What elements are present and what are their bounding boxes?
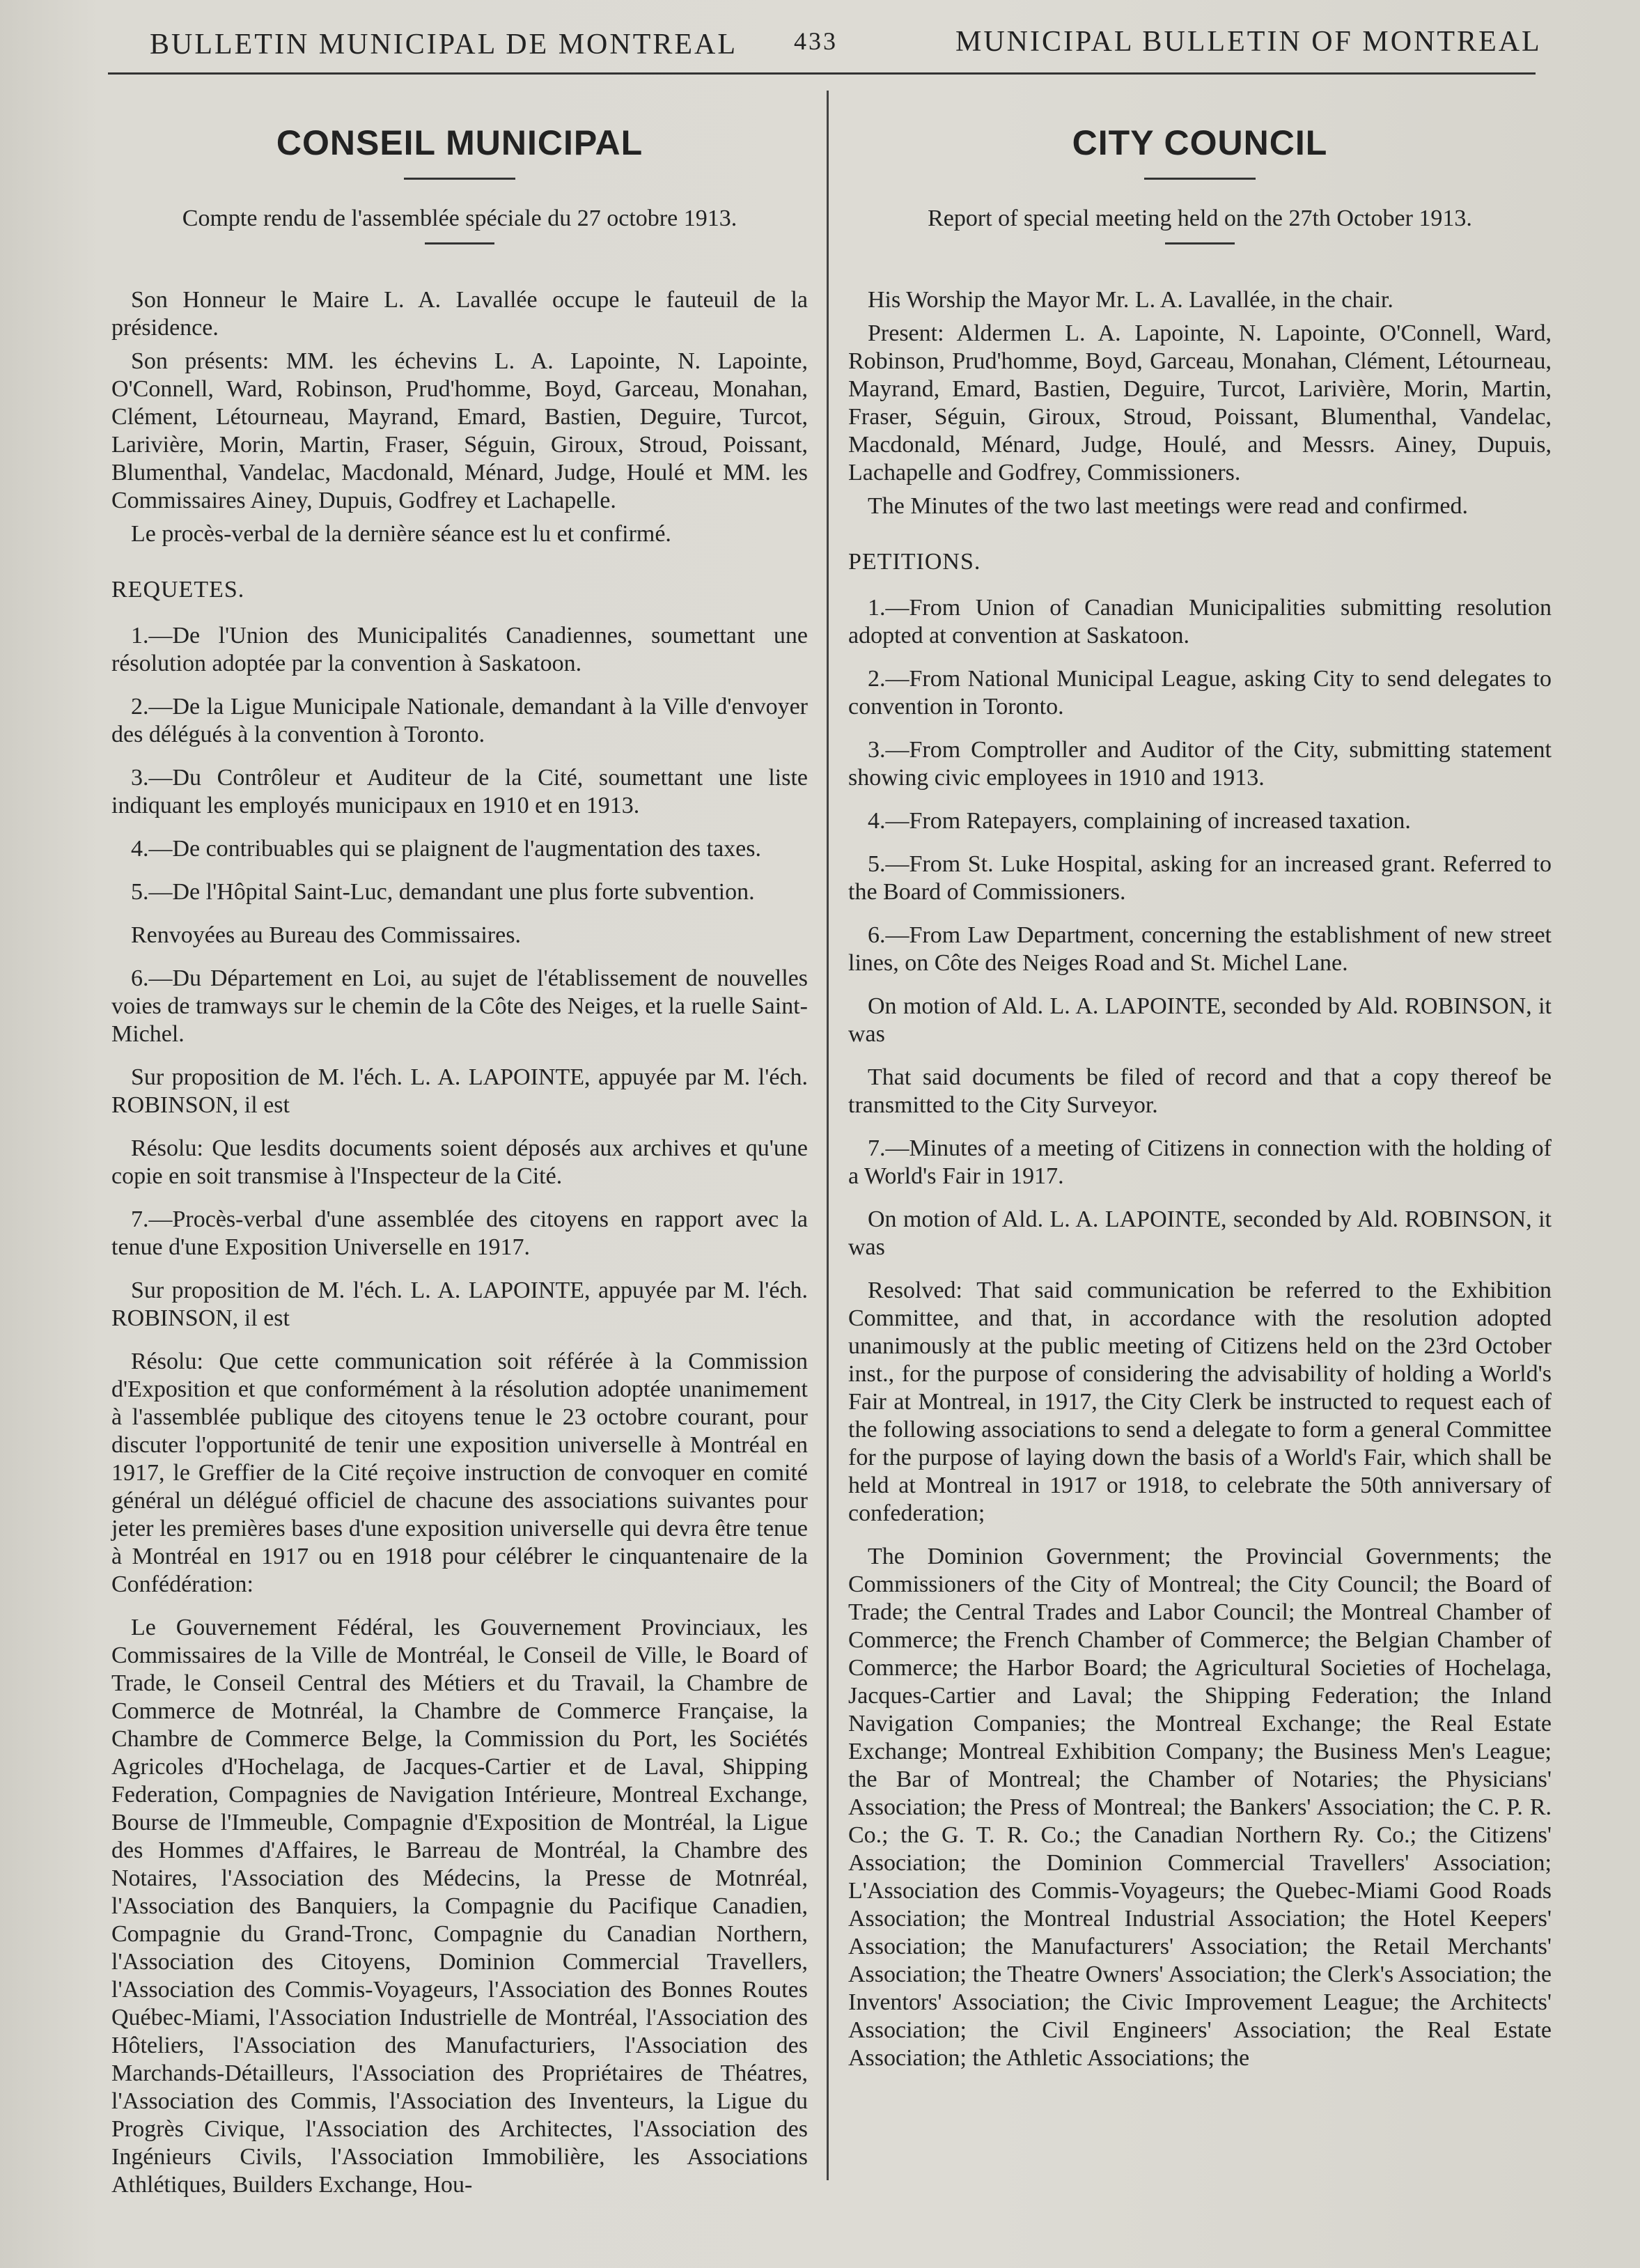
french-item: 4.—De contribuables qui se plaignent de l'augmentation des taxes. (131, 836, 762, 862)
english-item: The Dominion Government; the Provincial Governments; the Commissioners of the City of Montreal; the City Council; the Board of Trade; the Central Trades and Labor Council; the Montreal Chamber of Commerce; the French Chamber of Commerce; the Belgian Chamber of Commerce; the Harbor Board; the Agricultural Societies of Hochelaga, Jacques-Cartier and Laval; the Shipping Federation; the Inland Navigation Companies; the Montreal Exchange; the Real Estate Exchange; Montreal Exhibition Company; the Business Men's League; the Bar of Montreal; the Chamber of Notaries; the Physicians' Association; the Press of Montreal; the Bankers' Association; the C. P. R. Co.; the G. T. R. Co.; the Canadian Northern Ry. Co.; the Citizens' Association; the Dominion Commercial Travellers' Association; L'Association des Commis-Voyageurs; the Quebec-Miami Good Roads Association; the Montreal Industrial Association; the Hotel Keepers' Association; the Manufacturers' Association; the Retail Merchants' Association; the Theatre Owners' Association; the Clerk's Association; the Inventors' Association; the Civic Improvement League; the Architects' Association; the Civil Engineers' Association; the Real Estate Association; the Athletic Associations; the (848, 1544, 1552, 2071)
french-item: 1.—De l'Union des Municipalités Canadiennes, soumettant une résolution adoptée par la convention à Saskatoon. (111, 623, 808, 676)
french-paragraph: Son présents: MM. les échevins L. A. Lapointe, N. Lapointe, O'Connell, Ward, Robinson, Prud'homme, Boyd, Garceau, Monahan, Clément, Létourneau, Mayrand, Emard, Bastien, Deguire, Turcot, Larivière, Morin, Martin, Fraser, Séguin, Giroux, Stroud, Poissant, Blumenthal, Vandelac, Macdonald, Ménard, Judge, Houlé et MM. les Commissaires Ainey, Dupuis, Godfrey et Lachapelle. (111, 348, 808, 513)
english-paragraph: His Worship the Mayor Mr. L. A. Lavallée, in the chair. (868, 287, 1393, 313)
french-column (111, 91, 808, 2250)
english-item: 4.—From Ratepayers, complaining of increased taxation. (868, 808, 1411, 834)
french-item: Sur proposition de M. l'éch. L. A. LAPOINTE, appuyée par M. l'éch. ROBINSON, il est (111, 1064, 808, 1118)
english-paragraph: Present: Aldermen L. A. Lapointe, N. Lapointe, O'Connell, Ward, Robinson, Prud'homme, Boyd, Garceau, Monahan, Clément, Létourneau, Mayrand, Emard, Bastien, Deguire, Turcot, Larivière, Morin, Martin, Fraser, Séguin, Giroux, Stroud, Poissant, Blumenthal, Vandelac, Macdonald, Ménard, Judge, Houlé, and Messrs. Ainey, Dupuis, Lachapelle and Godfrey, Commissioners. (848, 320, 1552, 486)
english-item: On motion of Ald. L. A. LAPOINTE, seconded by Ald. ROBINSON, it was (848, 1206, 1552, 1260)
french-item: 2.—De la Ligue Municipale Nationale, demandant à la Ville d'envoyer des délégués à la convention à Toronto. (111, 694, 808, 747)
column-divider (827, 91, 829, 2180)
french-paragraph: Le procès-verbal de la dernière séance est lu et confirmé. (131, 521, 671, 547)
title-rule (1144, 178, 1256, 180)
english-paragraph: The Minutes of the two last meetings were read and confirmed. (868, 493, 1469, 519)
header-rule (108, 72, 1536, 75)
english-item: That said documents be filed of record and that a copy thereof be transmitted to the City Surveyor. (848, 1064, 1552, 1118)
french-item: 6.—Du Département en Loi, au sujet de l'établissement de nouvelles voies de tramways sur le chemin de la Côte des Neiges, et la ruelle Saint-Michel. (111, 965, 808, 1047)
french-item: Sur proposition de M. l'éch. L. A. LAPOINTE, appuyée par M. l'éch. ROBINSON, il est (111, 1277, 808, 1331)
english-column-title: CITY COUNCIL (1072, 123, 1328, 162)
french-item: 3.—Du Contrôleur et Auditeur de la Cité, soumettant une liste indiquant les employés municipaux en 1910 et en 1913. (111, 765, 808, 818)
french-item: Résolu: Que lesdits documents soient déposés aux archives et qu'une copie en soit transmise à l'Inspecteur de la Cité. (111, 1135, 808, 1189)
header-title-english: MUNICIPAL BULLETIN OF MONTREAL (955, 26, 1542, 58)
english-item: 7.—Minutes of a meeting of Citizens in connection with the holding of a World's Fair in 1917. (848, 1135, 1552, 1189)
french-section-heading: REQUETES. (111, 577, 245, 603)
french-paragraph: Son Honneur le Maire L. A. Lavallée occupe le fauteuil de la présidence. (111, 287, 808, 341)
title-rule (404, 178, 515, 180)
english-report-line: Report of special meeting held on the 27th October 1913. (928, 205, 1472, 231)
french-item: Le Gouvernement Fédéral, les Gouvernement Provinciaux, les Commissaires de la Ville de Montréal, le Conseil de Ville, le Board of Trade, le Conseil Central des Métiers et du Travail, la Chambre de Commerce de Motnréal, la Chambre de Commerce Française, la Chambre de Commerce Belge, la Commission du Port, les Sociétés Agricoles d'Hochelaga, de Jacques-Cartier et de Laval, Shipping Federation, Compagnies de Navigation Intérieure, Montreal Exchange, Bourse de l'Immeuble, Compagnie d'Exposition de Montréal, la Ligue des Hommes d'Affaires, le Barreau de Montréal, la Chambre des Notaires, l'Association des Médecins, la Presse de Motnréal, l'Association des Banquiers, la Compagnie du Pacifique Canadien, Compagnie du Grand-Tronc, Compagnie du Canadian Northern, l'Association des Citoyens, Dominion Commercial Travellers, l'Association des Commis-Voyageurs, l'Association des Bonnes Routes Québec-Miami, l'Association Industrielle de Montréal, l'Association des Hôteliers, l'Association des Manufacturiers, l'Association des Marchands-Détailleurs, l'Association des Propriétaires de Théatres, l'Association des Commis, l'Association des Inventeurs, la Ligue du Progrès Civique, l'Association des Architectes, l'Association des Ingénieurs Civils, l'Association Immobilière, les Associations Athlétiques, Builders Exchange, Hou- (111, 1615, 808, 2198)
page-number: 433 (794, 27, 838, 55)
english-item: 5.—From St. Luke Hospital, asking for an increased grant. Referred to the Board of Commissioners. (848, 851, 1552, 905)
french-item: 7.—Procès-verbal d'une assemblée des citoyens en rapport avec la tenue d'une Exposition Universelle en 1917. (111, 1206, 808, 1260)
english-item: Resolved: That said communication be referred to the Exhibition Committee, and that, in accordance with the resolution adopted unanimously at the public meeting of Citizens held on the 23rd October inst., for the purpose of considering the advisability of holding a World's Fair at Montreal, in 1917, the City Clerk be instructed to request each of the following associations to send a delegate to form a general Committee for the purpose of laying down the basis of a World's Fair, which shall be held at Montreal in 1917 or 1918, to celebrate the 50th anniversary of confederation; (848, 1277, 1552, 1526)
french-item: Résolu: Que cette communication soit référée à la Commission d'Exposition et que conformément à la résolution adoptée unanimement à l'assemblée publique des citoyens tenue le 23 octobre courant, pour discuter l'opportunité de tenir une exposition universelle à Montréal en 1917, le Greffier de la Cité reçoive instruction de convoquer en comité général un délégué officiel de chacune des associations suivantes pour jeter les premières bases d'une exposition universelle qui devra être tenue à Montréal en 1917 ou en 1918 pour célébrer le cinquantenaire de la Confédération: (111, 1349, 808, 1597)
english-section-heading: PETITIONS. (848, 549, 981, 575)
french-report-line: Compte rendu de l'assemblée spéciale du 27 octobre 1913. (182, 205, 737, 231)
english-column (848, 91, 1552, 2250)
running-header (0, 21, 1640, 63)
report-rule (1165, 242, 1235, 244)
english-item: 6.—From Law Department, concerning the establishment of new street lines, on Côte des Neiges Road and St. Michel Lane. (848, 922, 1552, 976)
english-item: 1.—From Union of Canadian Municipalities submitting resolution adopted at convention at Saskatoon. (848, 595, 1552, 648)
french-item: 5.—De l'Hôpital Saint-Luc, demandant une plus forte subvention. (131, 879, 755, 905)
french-item: Renvoyées au Bureau des Commissaires. (131, 922, 521, 948)
french-column-title: CONSEIL MUNICIPAL (276, 123, 643, 162)
header-title-french: BULLETIN MUNICIPAL DE MONTREAL (150, 29, 738, 61)
english-item: On motion of Ald. L. A. LAPOINTE, seconded by Ald. ROBINSON, it was (848, 993, 1552, 1047)
report-rule (425, 242, 494, 244)
english-item: 2.—From National Municipal League, asking City to send delegates to convention in Toronto. (848, 666, 1552, 720)
english-item: 3.—From Comptroller and Auditor of the City, submitting statement showing civic employees in 1910 and 1913. (848, 737, 1552, 791)
